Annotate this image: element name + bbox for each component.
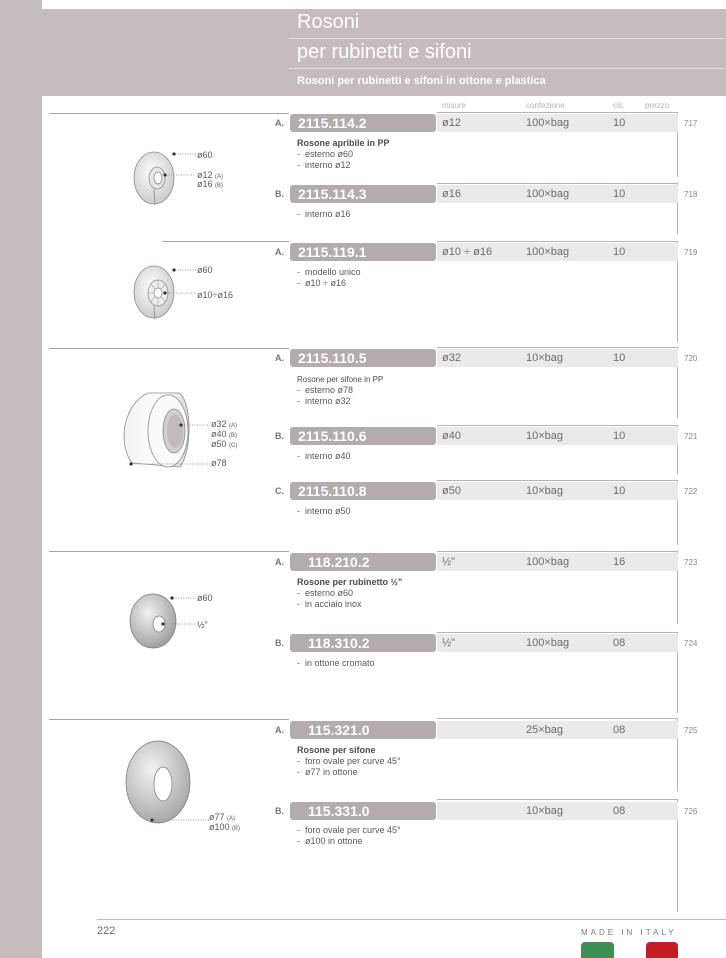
misure-value: ø16	[442, 188, 461, 200]
description-line: - in acciaio inox	[297, 599, 362, 609]
description-title: Rosone apribile in PP	[297, 138, 390, 148]
dimension-label: ø16 (B)	[197, 179, 224, 189]
product-description	[297, 506, 351, 517]
product-description	[297, 209, 351, 220]
cls-value: 16	[613, 556, 626, 568]
section-divider	[162, 241, 289, 242]
product-code: 118.210.2	[290, 553, 436, 571]
cls-value: 10	[613, 485, 626, 497]
description-title: Rosone per sifone in PP	[297, 375, 384, 384]
dimension-label: ø10÷ø16	[197, 290, 233, 300]
misure-value: ø40	[442, 430, 461, 442]
misure-value: ø32	[442, 352, 461, 364]
reference-number: 725	[684, 726, 698, 735]
product-description	[297, 374, 383, 407]
row-letter: A.	[275, 353, 284, 363]
rosette-siphon-illustration	[118, 385, 213, 475]
product-description	[297, 138, 390, 171]
section-divider	[49, 551, 289, 552]
product-code: 2115.110.6	[290, 427, 436, 445]
product-code: 2115.110.8	[290, 482, 436, 500]
confezione-value: 10×bag	[526, 485, 564, 497]
dimension-label: ø40 (B)	[211, 429, 238, 439]
row-letter: A.	[275, 557, 284, 567]
cls-value: 10	[613, 188, 626, 200]
row-letter: B.	[275, 638, 284, 648]
description-line: - in ottone cromato	[297, 658, 375, 668]
confezione-value: 100×bag	[526, 637, 570, 649]
dimension-label: ø100 (B)	[209, 822, 241, 832]
row-letter: B.	[275, 189, 284, 199]
flag-red-stripe	[646, 942, 678, 958]
product-code: 2115.114.2	[290, 114, 436, 132]
misure-value: ø50	[442, 485, 461, 497]
row-letter: A.	[275, 725, 284, 735]
confezione-value: 100×bag	[526, 188, 570, 200]
reference-number: 723	[684, 558, 698, 567]
confezione-value: 100×bag	[526, 246, 570, 258]
reference-number: 726	[684, 807, 698, 816]
description-title: Rosone per sifone	[297, 745, 376, 755]
dimension-label: ø60	[197, 150, 213, 160]
rosette-steel-illustration	[126, 590, 198, 652]
cls-value: 10	[613, 430, 626, 442]
dimension-label: ø60	[197, 593, 213, 603]
reference-number: 722	[684, 487, 698, 496]
cls-value: 08	[613, 805, 626, 817]
description-title: Rosone per rubinetto ½"	[297, 577, 403, 587]
cls-value: 10	[613, 352, 626, 364]
description-line: - foro ovale per curve 45°	[297, 825, 401, 835]
confezione-value: 10×bag	[526, 805, 564, 817]
reference-number: 721	[684, 432, 698, 441]
page-side-band	[0, 0, 42, 958]
reference-number: 718	[684, 190, 698, 199]
product-code: 2115.114.3	[290, 185, 436, 203]
reference-number: 724	[684, 639, 698, 648]
dimension-label: ø77 (A)	[209, 812, 236, 822]
description-line: - interno ø32	[297, 396, 351, 406]
cls-value: 10	[613, 246, 626, 258]
description-line: - esterno ø60	[297, 149, 354, 159]
product-code: 2115.110.5	[290, 349, 436, 367]
row-letter: C.	[275, 486, 284, 496]
column-header-misure: misure	[442, 101, 467, 110]
confezione-value: 100×bag	[526, 556, 570, 568]
description-line: - interno ø40	[297, 451, 351, 461]
header-divider	[289, 38, 725, 39]
header-divider	[289, 68, 725, 69]
page-number: 222	[97, 925, 116, 937]
description-line: - modello unico	[297, 267, 361, 277]
description-line: - ø77 in ottone	[297, 767, 358, 777]
cls-value: 10	[613, 117, 626, 129]
description-line: - interno ø50	[297, 506, 351, 516]
section-divider	[49, 348, 289, 349]
page-title: Rosoni	[297, 11, 360, 33]
rosette-brass-illustration	[118, 740, 214, 832]
flag-green-stripe	[581, 942, 614, 958]
confezione-value: 10×bag	[526, 352, 564, 364]
misure-value: ø12	[442, 117, 461, 129]
product-description	[297, 658, 375, 669]
product-description	[297, 451, 351, 462]
page-title-line2: per rubinetti e sifoni	[297, 41, 472, 63]
product-code: 2115.119.1	[290, 243, 436, 261]
dimension-label: ø12 (A)	[197, 170, 224, 180]
reference-number: 717	[684, 119, 698, 128]
row-letter: B.	[275, 431, 284, 441]
row-letter: A.	[275, 247, 284, 257]
confezione-value: 100×bag	[526, 117, 570, 129]
section-divider	[49, 113, 289, 114]
dimension-label: ø32 (A)	[211, 419, 238, 429]
cls-value: 08	[613, 724, 626, 736]
page-subtitle: Rosoni per rubinetti e sifoni in ottone e plastica	[297, 75, 546, 87]
cls-value: 08	[613, 637, 626, 649]
dimension-label: ø78	[211, 458, 227, 468]
section-divider	[49, 719, 289, 720]
description-line: - ø10 ÷ ø16	[297, 278, 346, 288]
description-line: - esterno ø78	[297, 385, 354, 395]
confezione-value: 10×bag	[526, 430, 564, 442]
confezione-value: 25×bag	[526, 724, 564, 736]
description-line: - interno ø12	[297, 160, 351, 170]
description-line: - foro ovale per curve 45°	[297, 756, 401, 766]
product-description	[297, 745, 401, 778]
dimension-label: ø60	[197, 265, 213, 275]
misure-value: ½"	[442, 637, 456, 649]
description-line: - ø100 in ottone	[297, 836, 363, 846]
misure-value: ø10 ÷ ø16	[442, 246, 493, 258]
product-code: 115.331.0	[290, 802, 436, 820]
column-header-confezione: confezione	[526, 101, 565, 110]
row-letter: B.	[275, 806, 284, 816]
rosette-openable-illustration	[128, 145, 198, 211]
dimension-label: ½"	[197, 620, 208, 630]
product-description	[297, 825, 401, 847]
reference-number: 720	[684, 354, 698, 363]
column-header-prezzo: prezzo	[645, 101, 670, 110]
column-header-cls: cls.	[613, 101, 625, 110]
misure-value: ½"	[442, 556, 456, 568]
product-code: 118.310.2	[290, 634, 436, 652]
footer-divider	[97, 919, 726, 920]
description-line: - interno ø16	[297, 209, 351, 219]
rosette-universal-illustration	[128, 260, 198, 324]
row-letter: A.	[275, 118, 284, 128]
reference-number: 719	[684, 248, 698, 257]
dimension-label: ø50 (C)	[211, 439, 238, 449]
product-description	[297, 577, 402, 610]
made-in-italy-label: MADE IN ITALY	[581, 928, 677, 937]
product-description	[297, 267, 361, 289]
product-code: 115.321.0	[290, 721, 436, 739]
description-line: - esterno ø60	[297, 588, 354, 598]
